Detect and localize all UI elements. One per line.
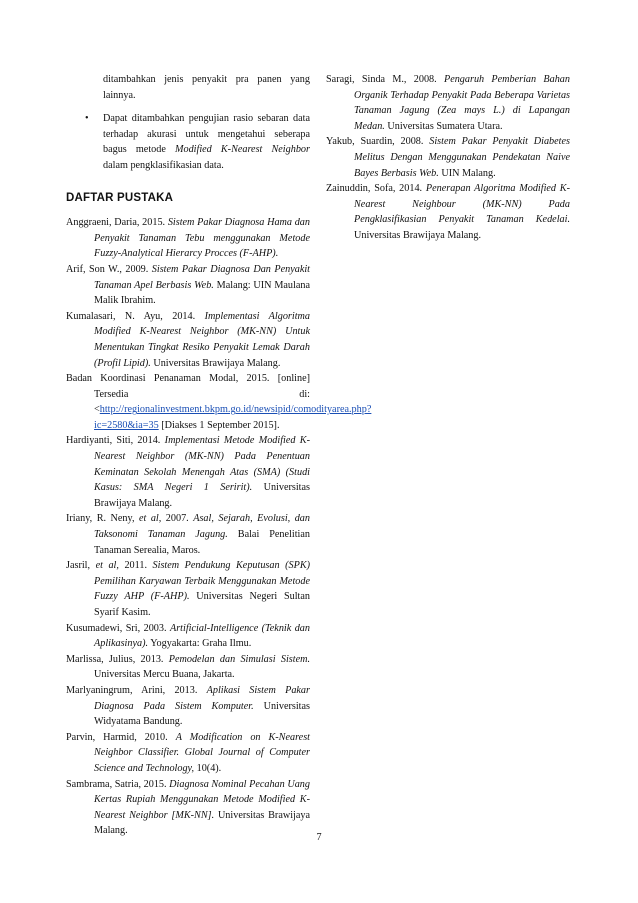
reference-entry: Kusumadewi, Sri, 2003. Artificial-Intelligence (Teknik dan Aplikasinya). Yogyakarta: Graha Ilmu.: [66, 622, 310, 650]
reference-entry: Jasril, et al, 2011. Sistem Pendukung Keputusan (SPK) Pemilihan Karyawan Terbaik Menggunakan Metode Fuzzy AHP (F-AHP). Universitas Negeri Sultan Syarif Kasim.: [66, 560, 311, 618]
reference-entry: Iriany, R. Neny, et al, 2007. Asal, Sejarah, Evolusi, dan Taksonomi Tanaman Jagung. Balai Penelitian Tanaman Serealia, Maros.: [66, 513, 310, 556]
page-number: 7: [316, 832, 322, 843]
reference-entry: Parvin, Harmid, 2010. A Modification on K-Nearest Neighbor Classifier. Global Journal of Computer Science and Technology, 10(4).: [66, 731, 310, 774]
reference-entry: Kumalasari, N. Ayu, 2014. Implementasi Algoritma Modified K-Nearest Neighbor (MK-NN) Untuk Menentukan Tingkat Resiko Penyakit Lemak Darah (Profil Lipid). Universitas Brawijaya Malang.: [66, 310, 310, 369]
reference-entry: Arif, Son W., 2009. Sistem Pakar Diagnosa Dan Penyakit Tanaman Apel Berbasis Web. Malang: UIN Maulana Malik Ibrahim.: [66, 263, 310, 307]
right-column: [326, 72, 570, 244]
reference-entry: Anggraeni, Daria, 2015. Sistem Pakar Diagnosa Hama dan Penyakit Tanaman Tebu menggunakan Metode Fuzzy-Analytical Hierarcy Procces (F-AHP).: [66, 217, 310, 260]
left-column: [66, 72, 372, 839]
reference-entry: Saragi, Sinda M., 2008. Pengaruh Pemberian Bahan Organik Terhadap Penyakit Pada Beberapa Varietas Tanaman Jagung (Zea mays L.) di Lapangan Medan. Universitas Sumatera Utara.: [326, 74, 570, 132]
reference-entry: Badan Koordinasi Penanaman Modal, 2015. [online] Tersedia di: <http://regionalinvestment.bkpm.go.id/newsipid/comodityarea.php?ic=2580&ia=35 [Diakses 1 September 2015].: [66, 373, 372, 431]
reference-entry: Yakub, Suardin, 2008. Sistem Pakar Penyakit Diabetes Melitus Dengan Menggunakan Pendekatan Naive Bayes Berbasis Web. UIN Malang.: [326, 136, 570, 179]
list-item-bullet: • Dapat ditambahkan pengujian rasio sebaran data terhadap akurasi untuk mengetahui seberapa bagus metode Modified K-Nearest Neighbor dalam pengklasifikasian data.: [85, 113, 310, 171]
bullet-icon: •: [85, 113, 89, 125]
reference-entry: Sambrama, Satria, 2015. Diagnosa Nominal Pecahan Uang Kertas Rupiah Menggunakan Metode Modified K-Nearest Neighbor [MK-NN]. Universitas Brawijaya Malang.: [66, 778, 310, 837]
reference-entry: Marlissa, Julius, 2013. Pemodelan dan Simulasi Sistem. Universitas Mercu Buana, Jakarta.: [66, 653, 310, 681]
reference-entry: Zainuddin, Sofa, 2014. Penerapan Algoritma Modified K-Nearest Neighbour (MK-NN) Pada Pengklasifikasian Penyakit Tanaman Kedelai. Universitas Brawijaya Malang.: [326, 183, 570, 241]
reference-entry: Hardiyanti, Siti, 2014. Implementasi Metode Modified K-Nearest Neighbor (MK-NN) Pada Penentuan Keminatan Sekolah Menengah Atas (SMA) (Studi Kasus: SMA Negeri 1 Seririt). Universitas Brawijaya Malang.: [66, 435, 310, 509]
section-heading-daftar-pustaka: DAFTAR PUSTAKA: [66, 191, 174, 204]
reference-url-link[interactable]: http://regionalinvestment.bkpm.go.id/newsipid/comodityarea.php?ic=2580&ia=35: [94, 404, 372, 431]
reference-entry: Marlyaningrum, Arini, 2013. Aplikasi Sistem Pakar Diagnosa Pada Sistem Komputer. Universitas Widyatama Bandung.: [66, 684, 310, 728]
continued-list-text: ditambahkan jenis penyakit pra panen yang lainnya.: [103, 74, 310, 101]
